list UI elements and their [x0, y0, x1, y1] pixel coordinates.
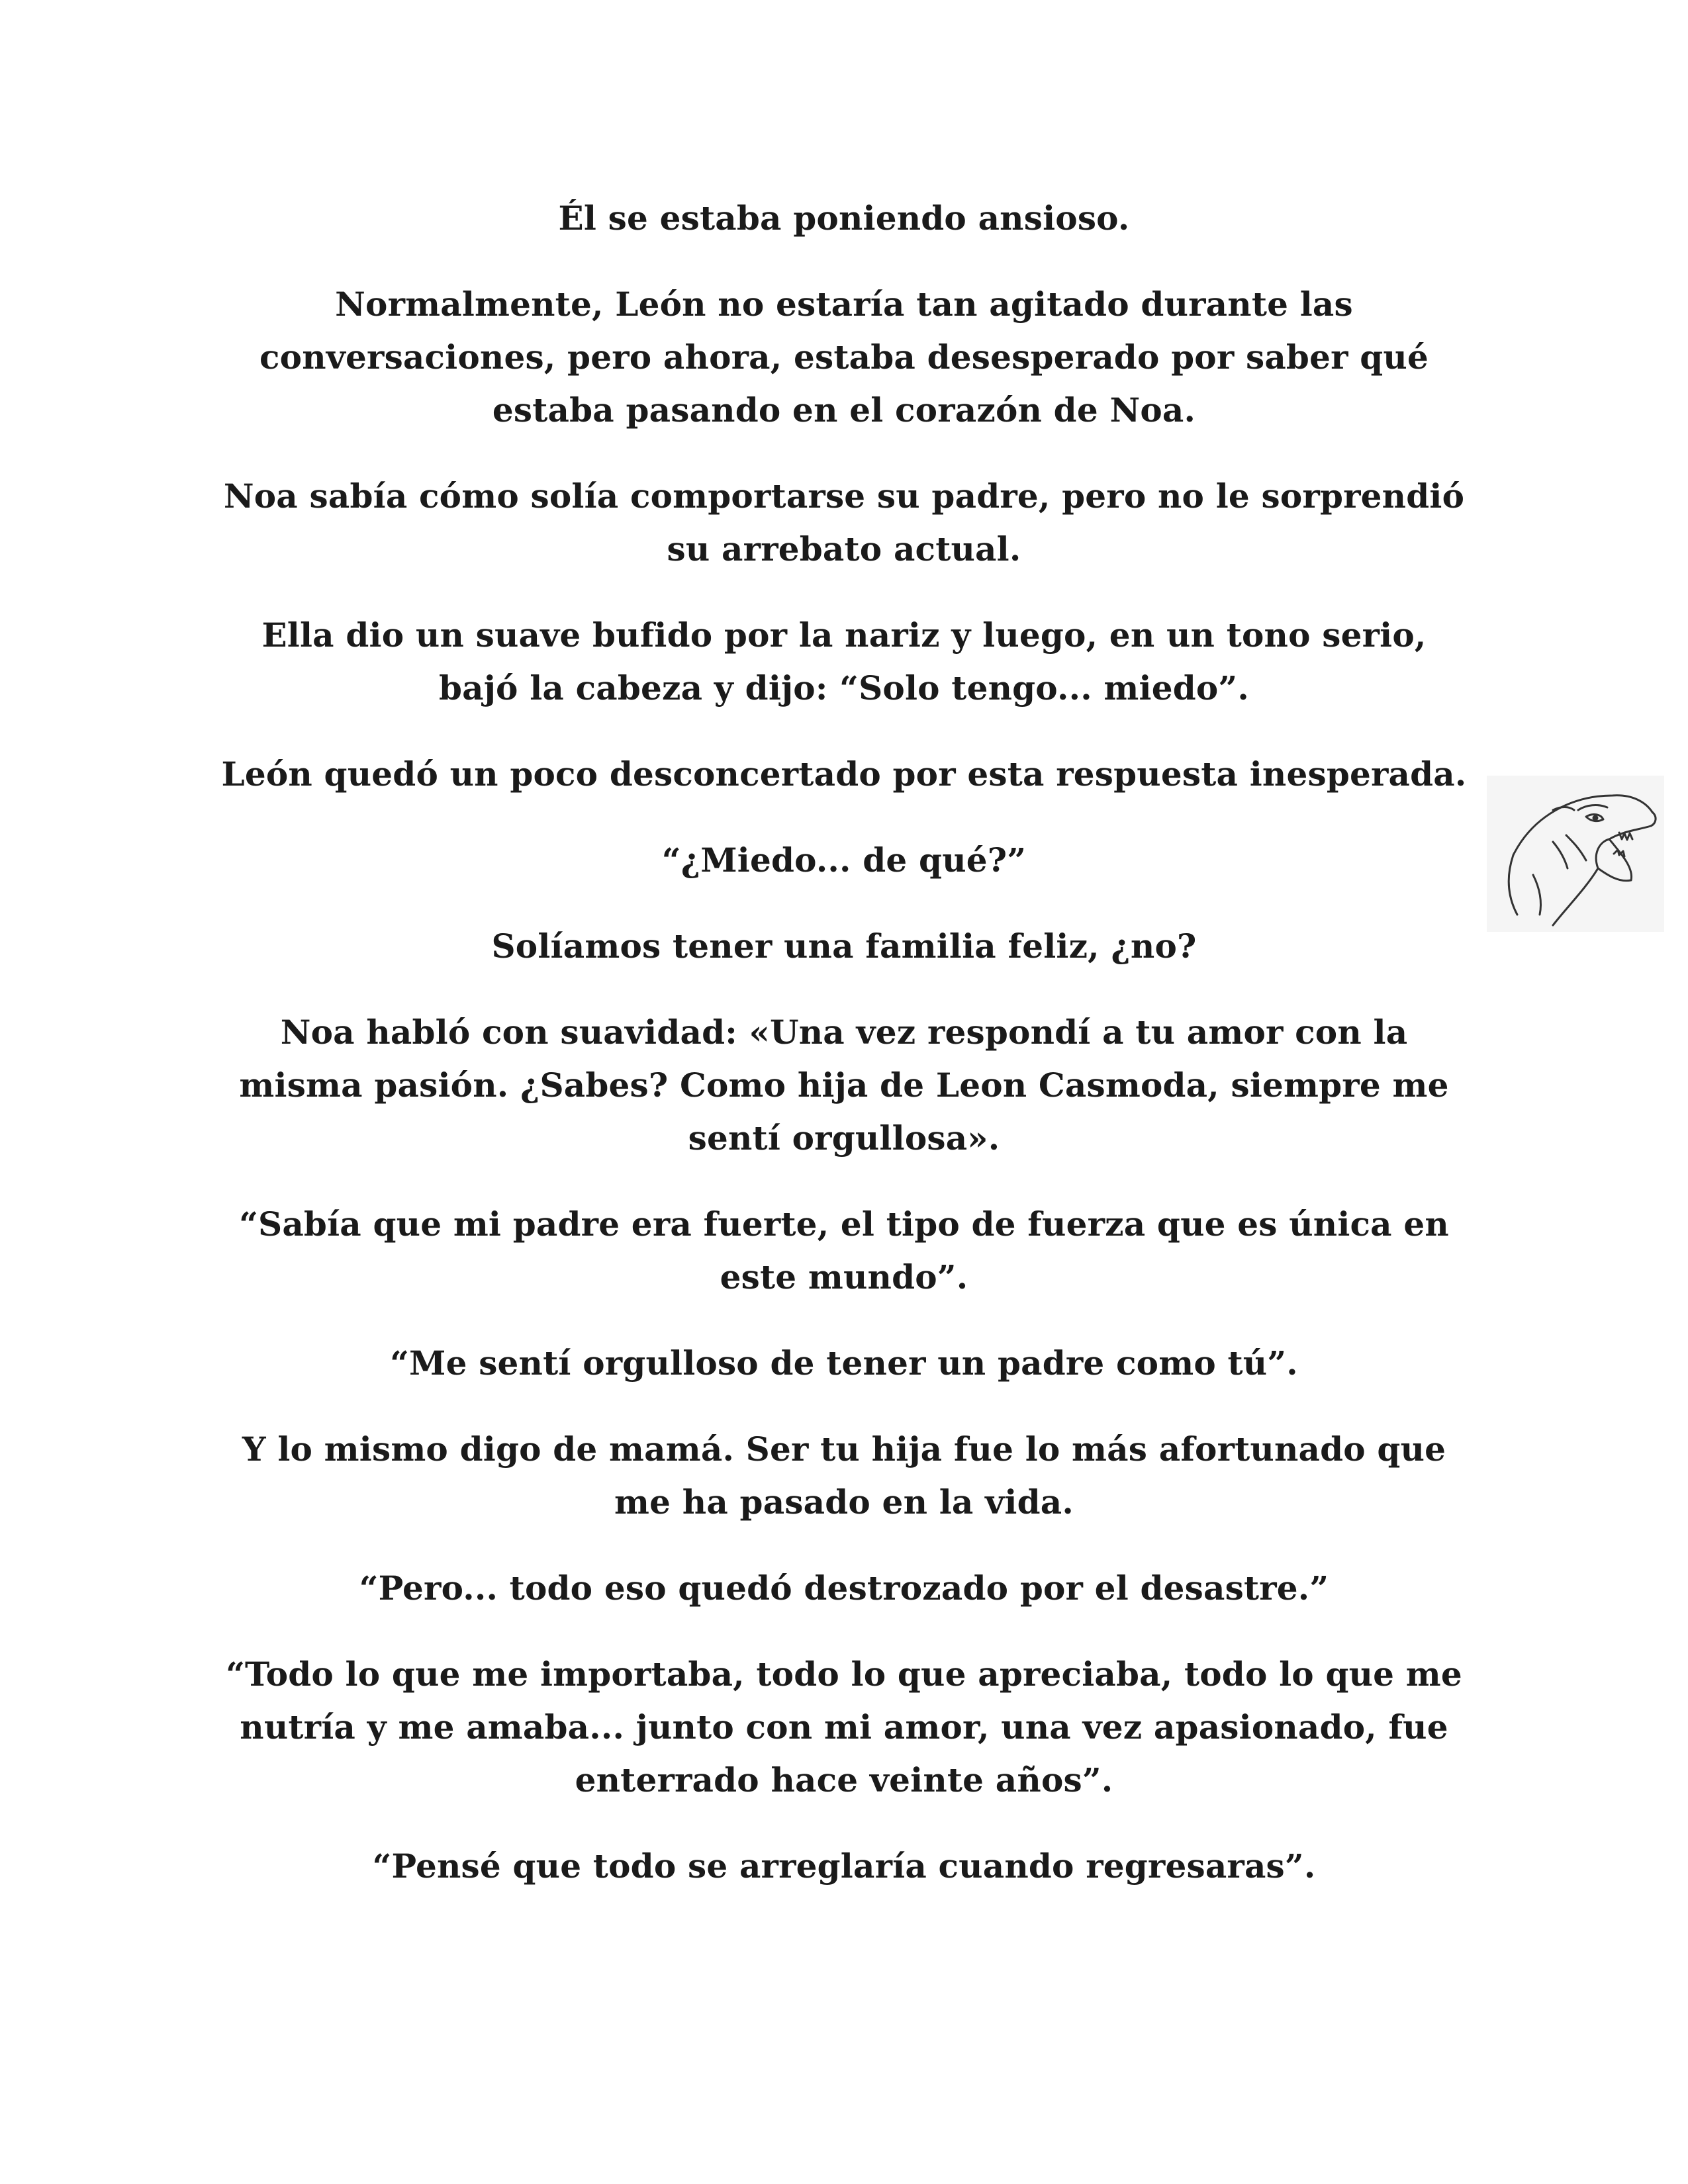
- paragraph: Y lo mismo digo de mamá. Ser tu hija fue lo más afortunado que me ha pasado en la vida.: [242, 1430, 1446, 1522]
- paragraph: Él se estaba poniendo ansioso.: [558, 199, 1130, 238]
- paragraph: “¿Miedo... de qué?”: [661, 841, 1027, 880]
- paragraph: Noa sabía cómo solía comportarse su padre, pero no le sorprendió su arrebato actual.: [223, 477, 1465, 569]
- paragraph: “Todo lo que me importaba, todo lo que apreciaba, todo lo que me nutría y me amaba... junto con mi amor, una vez apasionado, fue enterrado hace veinte años”.: [226, 1655, 1462, 1799]
- paragraph: Normalmente, León no estaría tan agitado durante las conversaciones, pero ahora, estaba desesperado por saber qué estaba pasando en el corazón de Noa.: [259, 285, 1429, 430]
- paragraph: “Sabía que mi padre era fuerte, el tipo de fuerza que es única en este mundo”.: [239, 1205, 1449, 1297]
- story-text: [218, 192, 1470, 1926]
- paragraph: León quedó un poco desconcertado por esta respuesta inesperada.: [221, 754, 1467, 794]
- dinosaur-head-sketch-icon: [1487, 776, 1664, 932]
- paragraph: Solíamos tener una familia feliz, ¿no?: [491, 927, 1197, 966]
- paragraph: Noa habló con suavidad: «Una vez respondí a tu amor con la misma pasión. ¿Sabes? Como hija de Leon Casmoda, siempre me sentí orgullosa».: [239, 1013, 1449, 1158]
- paragraph: Ella dio un suave bufido por la nariz y luego, en un tono serio, bajó la cabeza y dijo: “Solo tengo... miedo”.: [261, 615, 1427, 707]
- paragraph: “Pero... todo eso quedó destrozado por el desastre.”: [359, 1569, 1329, 1608]
- paragraph: “Me sentí orgulloso de tener un padre como tú”.: [390, 1343, 1298, 1383]
- paragraph: “Pensé que todo se arreglaría cuando regresaras”.: [372, 1846, 1316, 1886]
